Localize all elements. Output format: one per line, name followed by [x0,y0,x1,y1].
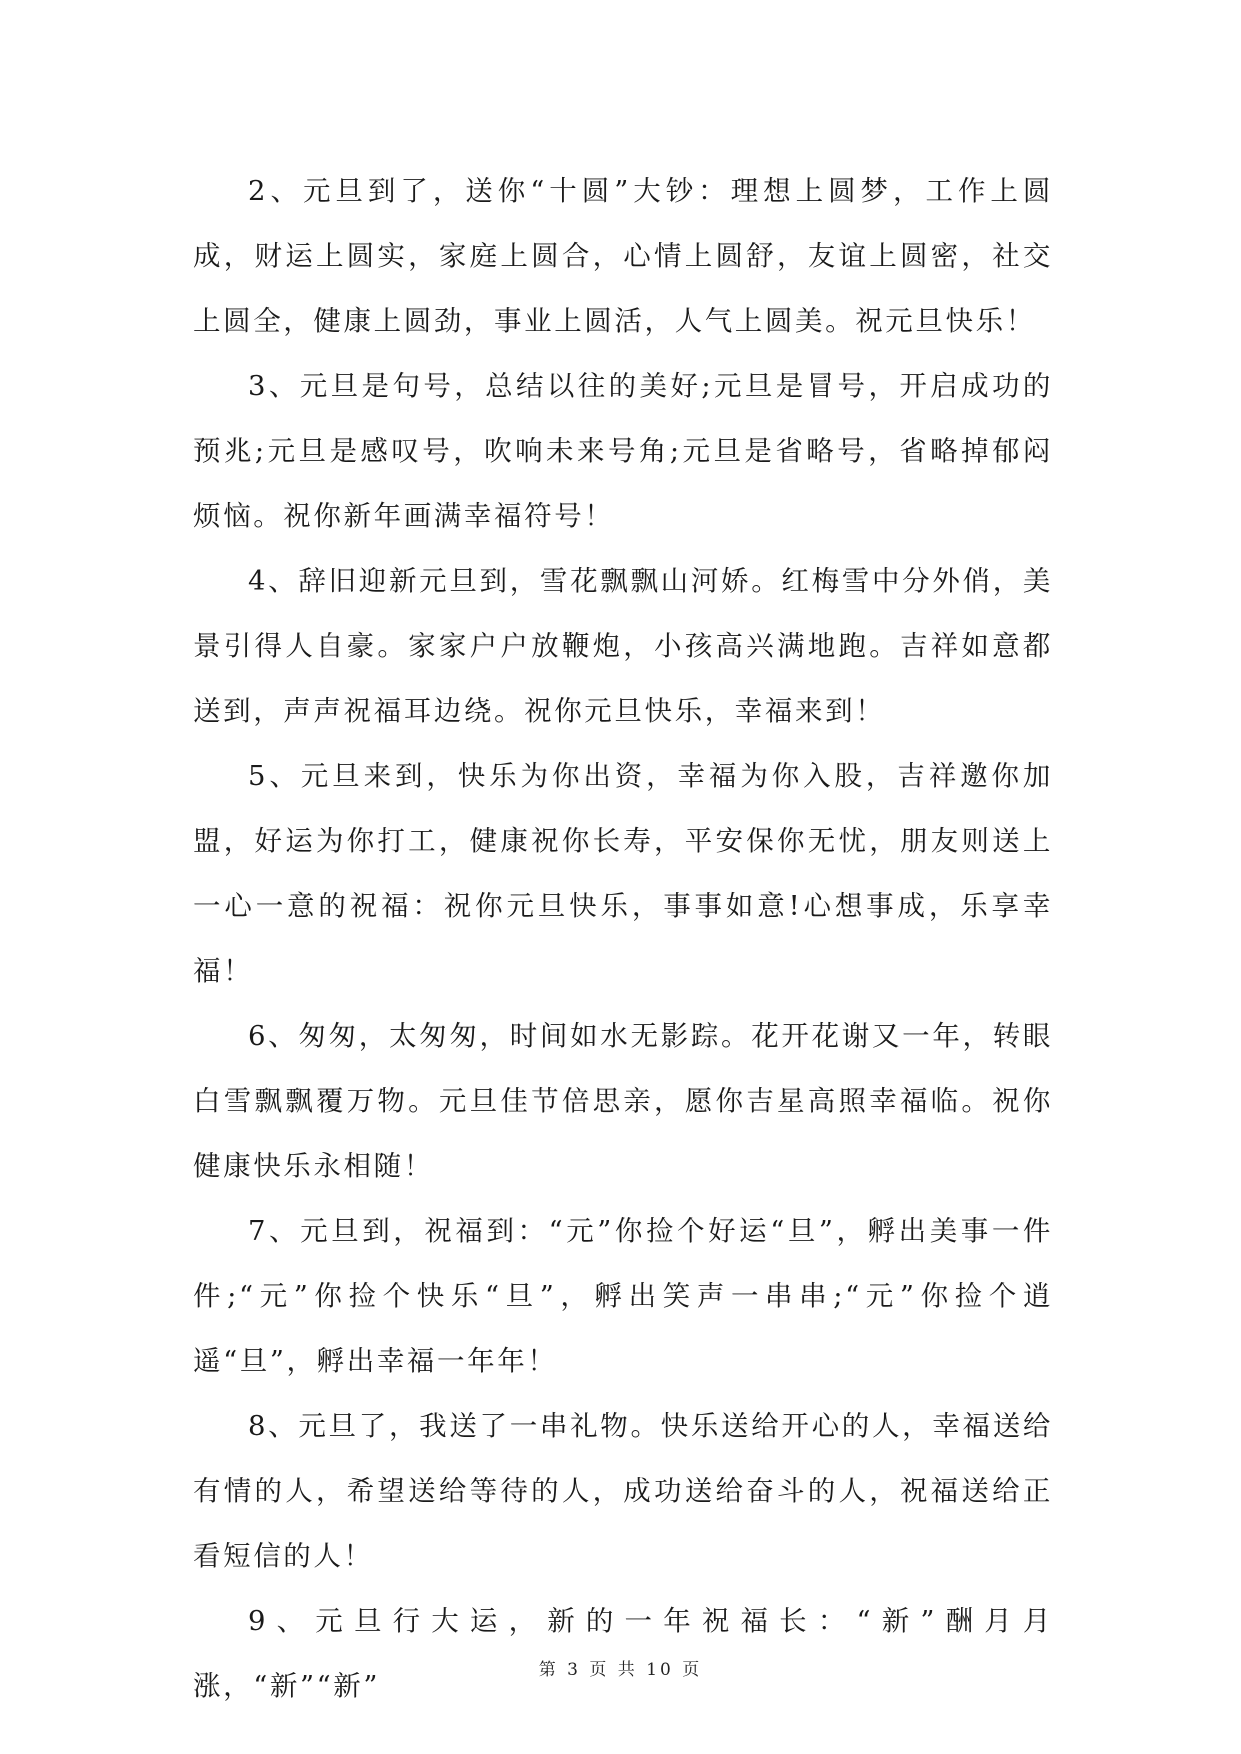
page-number-label: 第 3 页 共 10 页 [538,1660,703,1680]
page-footer [0,1655,1241,1680]
paragraph-6: 6、匆匆，太匆匆，时间如水无影踪。花开花谢又一年，转眼白雪飘飘覆万物。元旦佳节倍思亲，愿你吉星高照幸福临。祝你健康快乐永相随！ [193,1020,1053,1182]
paragraph-3: 3、元旦是句号，总结以往的美好;元旦是冒号，开启成功的预兆;元旦是感叹号，吹响未来号角;元旦是省略号，省略掉郁闷烦恼。祝你新年画满幸福符号！ [193,370,1053,532]
paragraph-8: 8、元旦了，我送了一串礼物。快乐送给开心的人，幸福送给有情的人，希望送给等待的人，成功送给奋斗的人，祝福送给正看短信的人！ [193,1410,1053,1572]
paragraph-9: 9、元旦行大运，新的一年祝福长：“新”酬月月涨，“新”“新” [193,1605,1053,1702]
paragraph-7: 7、元旦到，祝福到：“元”你捡个好运“旦”，孵出美事一件件;“元”你捡个快乐“旦”，孵出笑声一串串;“元”你捡个逍遥“旦”，孵出幸福一年年！ [193,1215,1053,1377]
paragraph-5: 5、元旦来到，快乐为你出资，幸福为你入股，吉祥邀你加盟，好运为你打工，健康祝你长寿，平安保你无忧，朋友则送上一心一意的祝福：祝你元旦快乐，事事如意!心想事成，乐享幸福！ [193,760,1053,987]
paragraph-4: 4、辞旧迎新元旦到，雪花飘飘山河娇。红梅雪中分外俏，美景引得人自豪。家家户户放鞭炮，小孩高兴满地跑。吉祥如意都送到，声声祝福耳边绕。祝你元旦快乐，幸福来到！ [193,565,1053,727]
paragraph-2: 2、元旦到了，送你“十圆”大钞：理想上圆梦，工作上圆成，财运上圆实，家庭上圆合，心情上圆舒，友谊上圆密，社交上圆全，健康上圆劲，事业上圆活，人气上圆美。祝元旦快乐！ [193,175,1053,337]
document-body [193,159,1053,1719]
